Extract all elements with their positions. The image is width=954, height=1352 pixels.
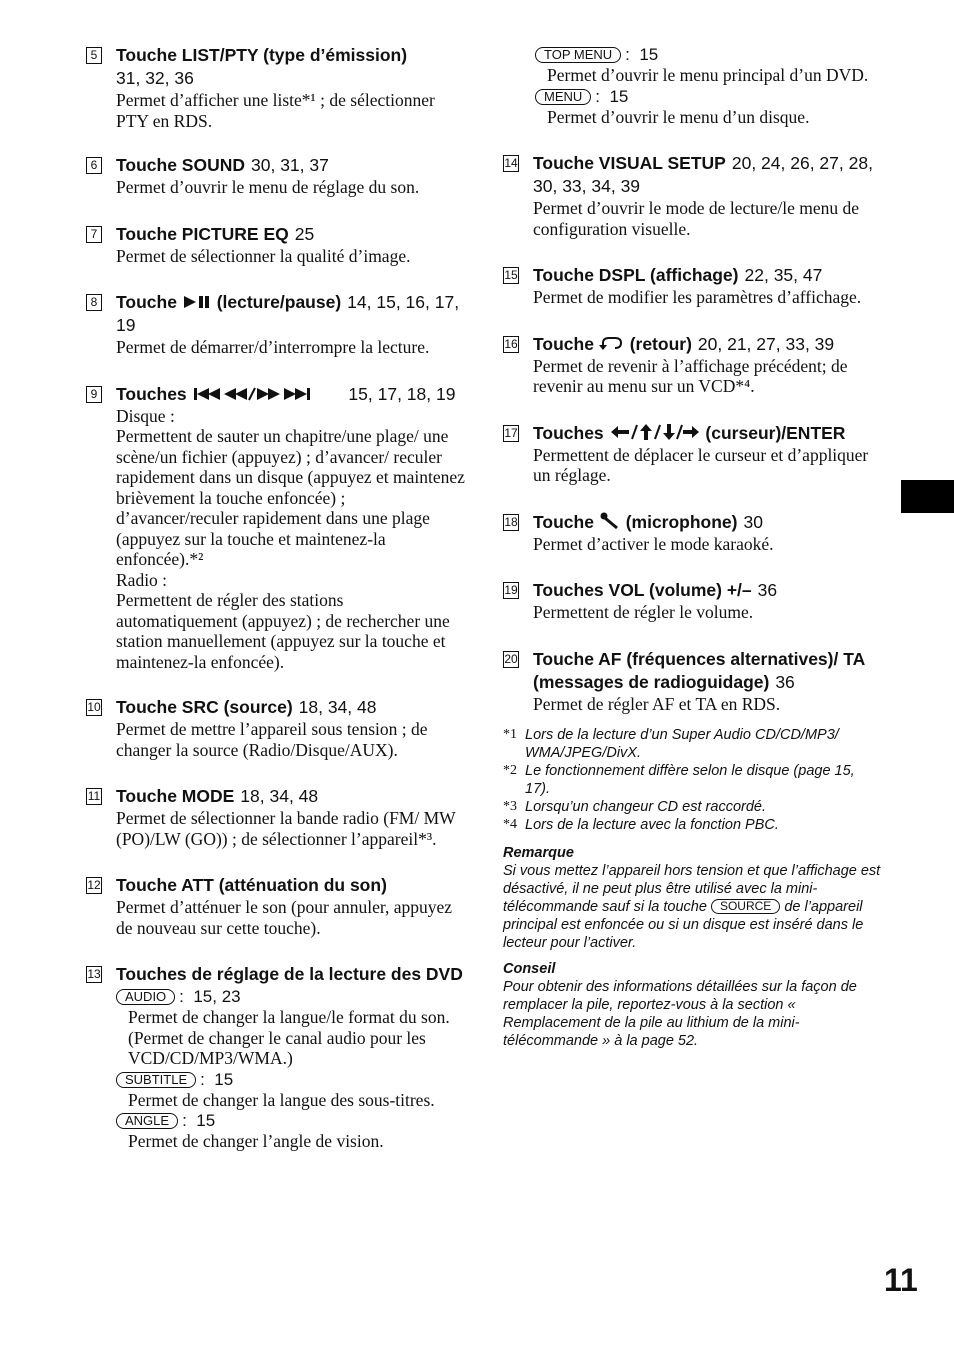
item-number: 5 <box>86 47 102 64</box>
microphone-icon <box>599 512 621 530</box>
entry-desc: Permet de sélectionner la qualité d’image. <box>116 245 411 266</box>
entry-pages: 30, 31, 37 <box>251 155 329 175</box>
entry-title: Touche SOUND <box>116 155 245 175</box>
entry-title: Touche DSPL (affichage) <box>533 265 739 285</box>
footnote-text: Lors de la lecture d’un Super Audio CD/CD/MP3/ WMA/JPEG/DivX. <box>525 727 839 761</box>
audio-button-label: AUDIO <box>116 989 175 1005</box>
conseil-text: Pour obtenir des informations détaillées sur la façon de remplacer la pile, reportez-vous à la section « Remplacement de la pile au lithium de la mini-télécommande » à la page 52. <box>503 979 857 1049</box>
item-number: 12 <box>87 878 101 892</box>
entry-title: Touche <box>533 511 594 532</box>
entry-title: Touche PICTURE EQ <box>116 223 289 244</box>
topmenu-button-label: TOP MENU <box>535 47 621 63</box>
entry-desc: Permet de modifier les paramètres d’affichage. <box>533 287 862 307</box>
footnote-mark: *1 <box>503 727 517 742</box>
audio-desc: Permet de changer la langue/le format du son. (Permet de changer le canal audio pour les VCD/CD/MP3/WMA.) <box>128 1007 450 1068</box>
remarque-text <box>503 862 883 952</box>
entry-desc: Permettent de régler le volume. <box>533 602 754 622</box>
item-number: 20 <box>504 651 518 666</box>
footnote <box>503 726 883 762</box>
return-icon <box>599 336 625 352</box>
item-number: 17 <box>504 425 518 440</box>
footnote <box>503 816 883 834</box>
item-number: 13 <box>87 967 101 981</box>
footnote-mark: *4 <box>503 817 517 832</box>
entry-11 <box>86 785 466 849</box>
entry-6 <box>86 154 466 198</box>
entry-5 <box>86 44 466 131</box>
item-number: 9 <box>86 386 102 403</box>
right-column <box>503 44 883 1050</box>
entry-title: Touches <box>116 383 187 404</box>
entry-15 <box>503 264 883 308</box>
play-pause-icon <box>182 294 212 310</box>
entry-desc: Permet de démarrer/d’interrompre la lecture. <box>116 337 430 357</box>
dvd-menu-keys: TOP MENU : 15 Permet d’ouvrir le menu principal d’un DVD. MENU : 15 Permet d’ouvrir le menu d’un disque. <box>503 45 883 127</box>
entry-title: Touche SRC (source) <box>116 697 293 717</box>
subtitle-desc: Permet de changer la langue des sous-titres. <box>128 1089 435 1110</box>
entry-desc: Permet de sélectionner la bande radio (FM/ MW (PO)/LW (GO)) ; de sélectionner l’appareil*³. <box>116 808 456 849</box>
entry-title: Touche VISUAL SETUP <box>533 153 726 173</box>
remarque-text-a: Si vous mettez l’appareil hors tension et que l’affichage est désactivé, il ne peut plus être utilisé avec la mini-télécommande sauf si la touche <box>503 863 881 915</box>
subtitle-button-label: SUBTITLE <box>116 1072 196 1088</box>
entry-19 <box>503 579 883 623</box>
angle-desc: Permet de changer l’angle de vision. <box>128 1131 384 1151</box>
entry-desc: Permet d’ouvrir le menu de réglage du son. <box>116 177 420 197</box>
angle-button-label: ANGLE <box>116 1113 178 1129</box>
remarque-text-b: de l’appareil principal est enfoncée ou si un disque est inséré dans le lecteur pour l’activer. <box>503 899 864 951</box>
entry-desc: Permet de revenir à l’affichage précédent; de revenir au menu sur un VCD*⁴. <box>533 355 848 396</box>
left-column <box>86 44 466 1152</box>
entry-title-b: (lecture/pause) <box>216 292 342 312</box>
entry-title: Touche LIST/PTY (type d’émission) <box>116 45 408 65</box>
topmenu-pages: 15 <box>639 45 659 64</box>
entry-pages: 30 <box>743 511 763 532</box>
entry-20 <box>503 648 883 715</box>
remarque-title: Remarque <box>503 845 574 861</box>
entry-17 <box>503 422 883 486</box>
footnote <box>503 762 883 798</box>
entry-title: Touche MODE <box>116 786 235 806</box>
conseil-title: Conseil <box>503 961 556 977</box>
entry-title: Touches de réglage de la lecture des DVD <box>116 964 463 984</box>
entry-8 <box>86 291 466 358</box>
entry-7 <box>86 223 466 267</box>
entry-13: 13 Touches de réglage de la lecture des DVD AUDIO : 15, 23 Permet de changer la langue/le format du son. (Permet de changer le canal audio pour les VCD/CD/MP3/WMA.) SUBTITLE : 15 Permet de changer la langue des sous-titres. ANGLE : 15 Permet de changer l’angle de vision. <box>86 963 466 1152</box>
entry-10 <box>86 696 466 760</box>
item-number: 16 <box>504 336 518 351</box>
audio-pages: 15, 23 <box>193 987 241 1006</box>
entry-pages: 15, 17, 18, 19 <box>348 383 456 404</box>
entry-9 <box>86 383 466 673</box>
entry-pages: 36 <box>775 671 795 692</box>
item-number: 19 <box>504 583 518 597</box>
item-number: 7 <box>86 226 102 243</box>
entry-title: Touche AF (fréquences alternatives)/ TA (messages de radioguidage) <box>533 648 865 692</box>
conseil-block <box>503 960 883 1050</box>
entry-pages: 22, 35, 47 <box>744 265 823 285</box>
menu-pages: 15 <box>609 86 629 106</box>
entry-title-b: (microphone) <box>625 511 738 532</box>
entry-desc: Disque : Permettent de sauter un chapitre/une plage/ une scène/un fichier (appuyez) ; d’avancer/ reculer rapidement dans un disque (appuyez et maintenez brièvement la touche enfoncée) ; d’avancer/reculer rapidement dans une plage (appuyez sur la touche et maintenez-la enfoncée).*² Radio : Permettent de régler des stations automatiquement (appuyez) ; de rechercher une station manuellement (appuyez sur la touche et maintenez-la enfoncée). <box>116 405 465 672</box>
entry-pages: 36 <box>757 580 778 600</box>
item-number: 10 <box>87 700 101 714</box>
entry-12 <box>86 874 466 938</box>
entry-pages: 20, 21, 27, 33, 39 <box>697 333 835 354</box>
entry-16 <box>503 333 883 397</box>
item-number: 15 <box>504 268 518 282</box>
item-number: 6 <box>86 157 102 174</box>
menu-button-label: MENU <box>535 89 591 105</box>
entry-title: Touche ATT (atténuation du son) <box>116 875 387 895</box>
entry-title: Touche <box>116 292 177 312</box>
section-tab <box>901 480 954 513</box>
entry-desc: Permet d’afficher une liste*¹ ; de sélectionner PTY en RDS. <box>116 90 435 131</box>
entry-14 <box>503 152 883 239</box>
item-number: 11 <box>87 789 101 803</box>
entry-pages: 18, 34, 48 <box>240 786 319 806</box>
topmenu-desc: Permet d’ouvrir le menu principal d’un DVD. <box>547 65 869 85</box>
entry-desc: Permet de régler AF et TA en RDS. <box>533 693 781 714</box>
entry-pages: 25 <box>294 223 315 244</box>
entry-title: Touches <box>533 422 604 443</box>
entry-pages: 14, 15, 16, 17, 19 <box>116 292 460 335</box>
entry-title-b: (retour) <box>629 333 692 354</box>
entry-title: Touche <box>533 333 594 354</box>
item-number: 8 <box>86 294 102 311</box>
page-number: 11 <box>884 1262 918 1298</box>
entry-title: Touches VOL (volume) +/– <box>533 580 752 600</box>
entry-pages: 20, 24, 26, 27, 28, 30, 33, 34, 39 <box>533 153 873 196</box>
footnote <box>503 798 883 816</box>
remarque-block <box>503 844 883 952</box>
entry-desc: Permettent de déplacer le curseur et d’appliquer un réglage. <box>533 444 869 485</box>
entry-title-b: (curseur)/ENTER <box>705 422 846 443</box>
source-button-label: SOURCE <box>711 899 780 914</box>
menu-desc: Permet d’ouvrir le menu d’un disque. <box>547 106 810 127</box>
entry-pages: 31, 32, 36 <box>116 68 194 88</box>
entry-desc: Permet d’activer le mode karaoké. <box>533 533 774 554</box>
footnote-text: Lorsqu’un changeur CD est raccordé. <box>525 799 766 815</box>
footnotes <box>503 726 883 834</box>
footnote-text: Le fonctionnement diffère selon le disque (page 15, 17). <box>525 763 855 797</box>
entry-desc: Permet de mettre l’appareil sous tension ; de changer la source (Radio/Disque/AUX). <box>116 719 428 760</box>
item-number: 14 <box>504 156 518 170</box>
footnote-mark: *2 <box>503 763 517 778</box>
subtitle-pages: 15 <box>214 1069 234 1089</box>
entry-desc: Permet d’atténuer le son (pour annuler, appuyez de nouveau sur cette touche). <box>116 897 453 938</box>
prev-next-icon <box>192 386 338 402</box>
footnote-text: Lors de la lecture avec la fonction PBC. <box>525 817 779 833</box>
entry-pages: 18, 34, 48 <box>298 697 377 717</box>
cursor-arrows-icon <box>609 423 701 441</box>
item-number: 18 <box>504 514 518 529</box>
entry-18 <box>503 511 883 555</box>
footnote-mark: *3 <box>503 799 517 814</box>
angle-pages: 15 <box>196 1111 216 1130</box>
entry-desc: Permet d’ouvrir le mode de lecture/le menu de configuration visuelle. <box>533 198 860 239</box>
